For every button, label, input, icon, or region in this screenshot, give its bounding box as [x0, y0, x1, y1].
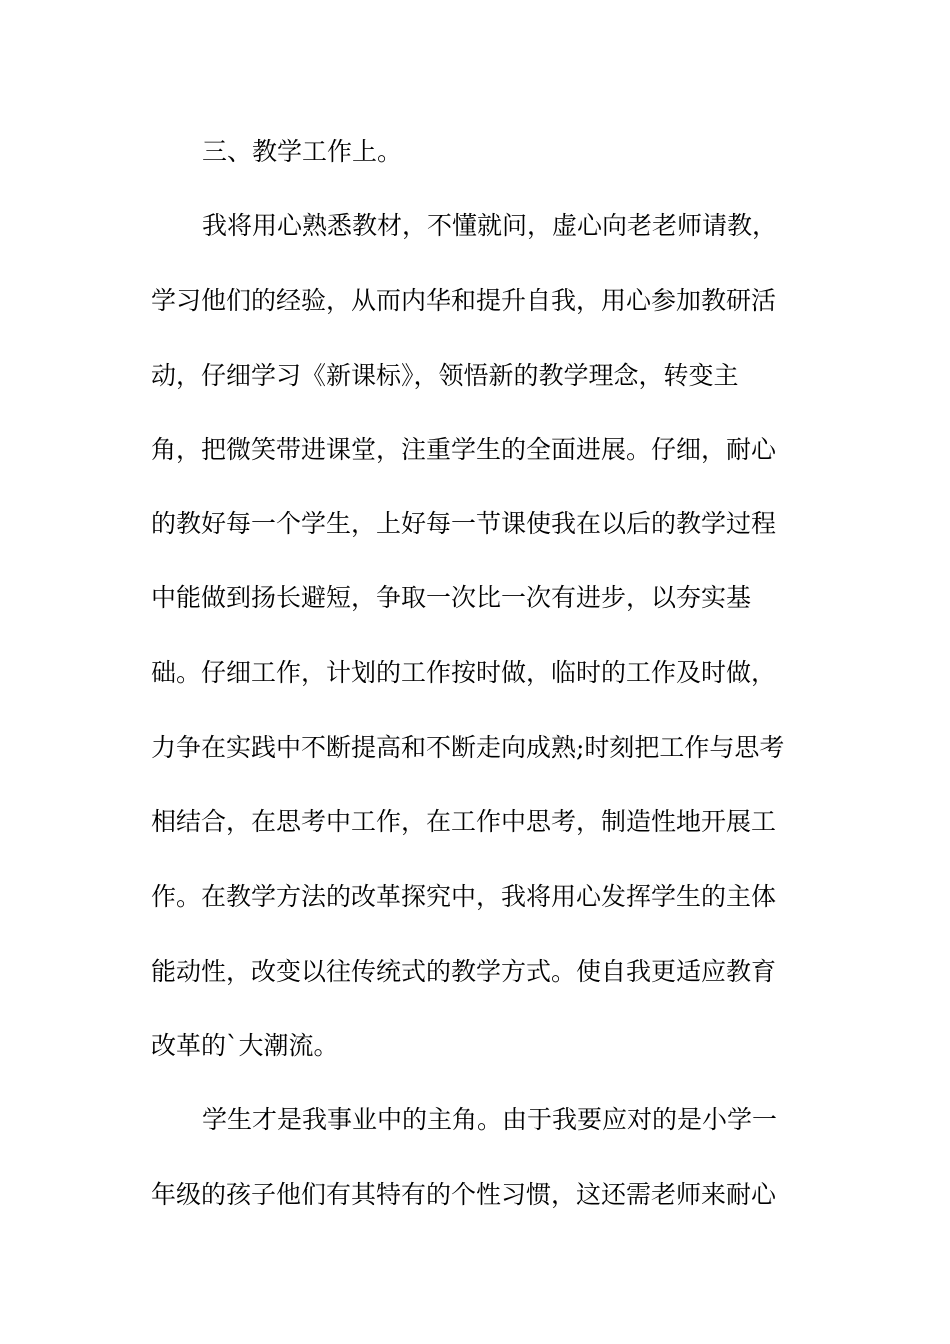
paragraph-line: 动，仔细学习《新课标》，领悟新的教学理念，转变主	[151, 361, 739, 390]
paragraph-line: 能动性，改变以往传统式的教学方式。使自我更适应教育	[151, 957, 777, 986]
paragraph-line: 角，把微笑带进课堂，注重学生的全面进展。仔细，耐心	[151, 435, 777, 464]
paragraph-line: 改革的`大潮流。	[151, 1031, 339, 1060]
paragraph-line: 础。仔细工作，计划的工作按时做，临时的工作及时做，	[151, 658, 777, 687]
section-heading: 三、教学工作上。	[202, 137, 403, 166]
paragraph-line: 中能做到扬长避短，争取一次比一次有进步，以夯实基	[151, 583, 752, 612]
paragraph-line: 的教好每一个学生，上好每一节课使我在以后的教学过程	[151, 509, 777, 538]
paragraph-line: 作。在教学方法的改革探究中，我将用心发挥学生的主体	[151, 882, 777, 911]
paragraph-line: 我将用心熟悉教材，不懂就问，虚心向老老师请教，	[202, 211, 778, 240]
paragraph-line: 学习他们的经验，从而内华和提升自我，用心参加教研活	[151, 286, 777, 315]
paragraph-line: 力争在实践中不断提高和不断走向成熟;时刻把工作与思考	[151, 733, 785, 762]
paragraph-line: 相结合，在思考中工作，在工作中思考，制造性地开展工	[151, 807, 777, 836]
paragraph-line: 学生才是我事业中的主角。由于我要应对的是小学一	[202, 1105, 778, 1134]
paragraph-line: 年级的孩子他们有其特有的个性习惯，这还需老师来耐心	[151, 1180, 777, 1209]
